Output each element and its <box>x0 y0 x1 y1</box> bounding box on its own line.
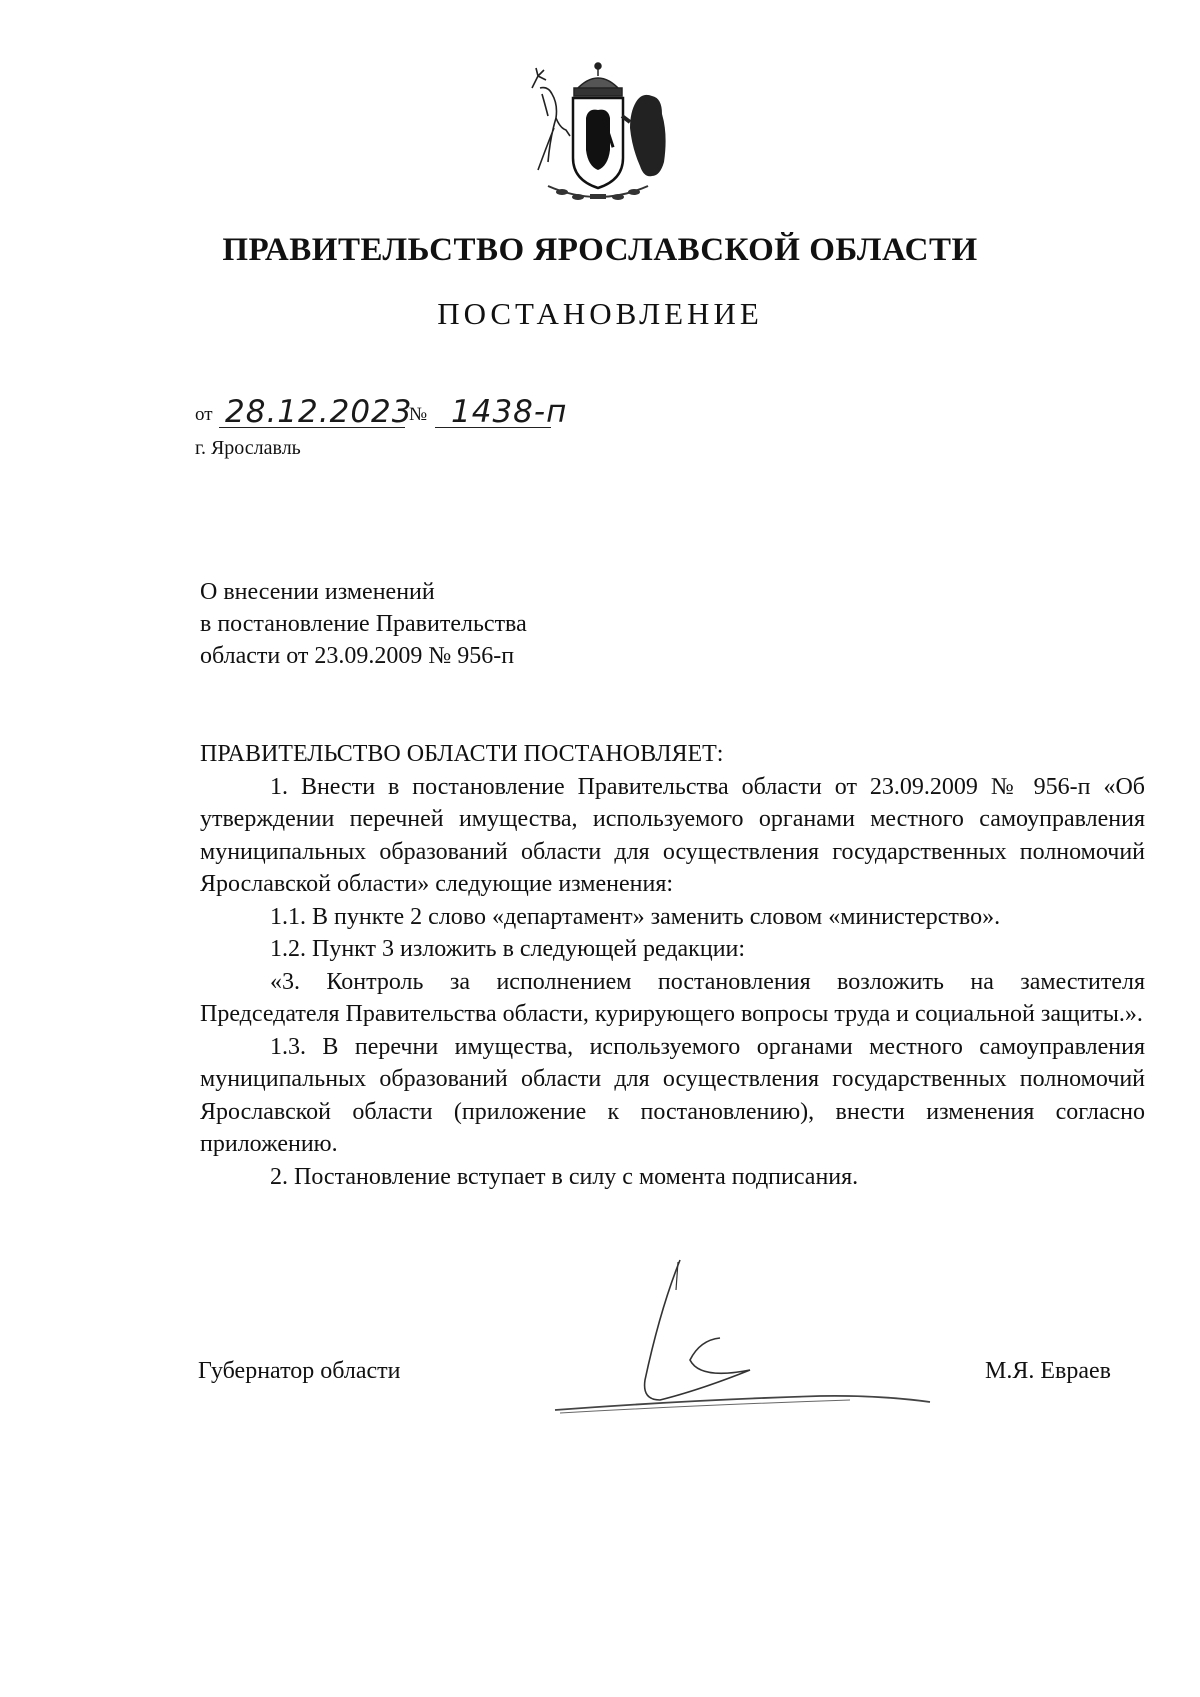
coat-of-arms-icon <box>518 58 678 208</box>
document-body <box>200 738 1145 1193</box>
subject-line: О внесении изменений <box>200 579 435 605</box>
decree-heading: ПРАВИТЕЛЬСТВО ОБЛАСТИ ПОСТАНОВЛЯЕТ: <box>200 741 724 767</box>
date-value: 28.12.2023 <box>225 394 413 430</box>
subject-line: области от 23.09.2009 № 956-п <box>200 643 515 669</box>
city: г. Ярославль <box>195 437 301 459</box>
signatory-name: М.Я. Евраев <box>985 1358 1111 1384</box>
document-type: ПОСТАНОВЛЕНИЕ <box>437 296 763 331</box>
number-value: 1438-п <box>451 394 568 430</box>
paragraph-1-3: 1.3. В перечни имущества, используемого органами местного самоуправления муниципальных образований области для осуществления государственных полномочий Ярославской области (приложение к постановлению), внести изменения согласно приложению. <box>200 1033 1145 1157</box>
document-subject <box>200 576 660 672</box>
number-prefix: № <box>409 404 428 425</box>
signatory-role: Губернатор области <box>198 1358 401 1384</box>
subject-line: в постановление Правительства <box>200 611 527 637</box>
organization-title: ПРАВИТЕЛЬСТВО ЯРОСЛАВСКОЙ ОБЛАСТИ <box>222 232 978 268</box>
date-number-line <box>195 392 615 432</box>
paragraph-1-2: 1.2. Пункт 3 изложить в следующей редакции: <box>270 936 746 962</box>
paragraph-1-2-quote: «3. Контроль за исполнением постановления возложить на заместителя Председателя Правительства области, курирующего вопросы труда и социальной защиты.». <box>200 968 1145 1027</box>
paragraph-1: 1. Внести в постановление Правительства области от 23.09.2009 № 956-п «Об утверждении перечней имущества, используемого органами местного самоуправления муниципальных образований области для осуществления государственных полномочий Ярославской области» следующие изменения: <box>200 773 1145 897</box>
handwritten-signature <box>550 1250 940 1430</box>
paragraph-1-1: 1.1. В пункте 2 слово «департамент» заменить словом «министерство». <box>270 903 1001 930</box>
date-prefix: от <box>195 404 213 425</box>
paragraph-2: 2. Постановление вступает в силу с момента подписания. <box>270 1163 859 1190</box>
